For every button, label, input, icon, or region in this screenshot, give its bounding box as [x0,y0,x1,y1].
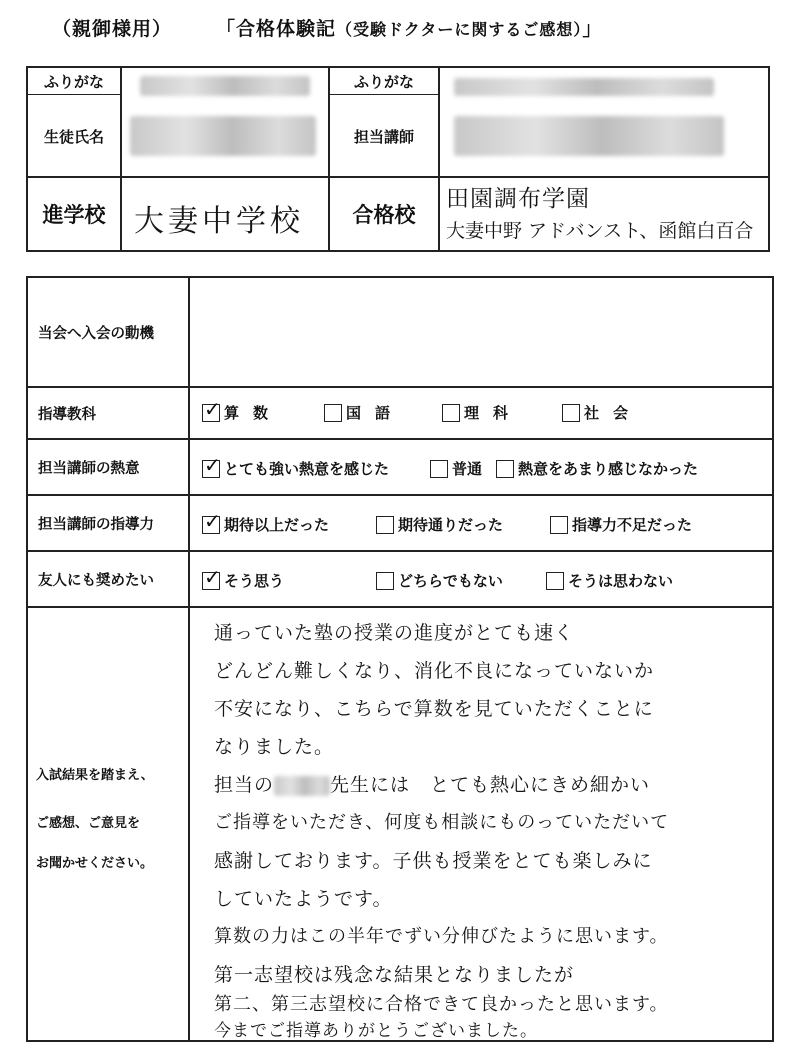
passed-school-line2: 大妻中野 アドバンスト、函館白百合 [446,220,754,242]
form-title-sub: （受験ドクターに関するご感想） [336,20,583,39]
checkbox[interactable] [550,516,568,534]
check-mark: ✓ [204,564,221,589]
comment-line-7: 感謝しております。子供も授業をとても楽しみに [214,850,653,872]
subject-label: 指導教科 [38,406,96,423]
skill-lacking-label: 指導力不足だった [572,516,693,534]
comment-line-5b: 先生には とても熱心にきめ細かい [330,774,651,796]
subject-science-label: 理科 [464,404,523,422]
student-name-label: 生徒氏名 [43,127,104,146]
school-value: 大妻中学校 [134,204,304,239]
skill-met-label: 期待通りだった [398,516,504,534]
survey-table [26,276,774,1042]
comment-line-10: 第一志望校は残念な結果となりましたが [214,964,575,986]
checkbox[interactable] [442,404,460,422]
skill-lacking[interactable] [550,514,692,535]
comments-label-1: 入試結果を踏まえ、 [36,768,154,783]
teacher-furigana-redacted [454,78,714,96]
subject-math-label: 算数 [224,404,283,422]
subject-math[interactable] [202,396,283,423]
checkbox[interactable] [546,572,564,590]
passed-school-line1: 田園調布学園 [446,186,590,212]
comment-line-6: ご指導をいただき、何度も相談にものっていただいて [214,812,670,833]
passed-school-label: 合格校 [352,203,416,227]
school-label: 進学校 [42,203,106,227]
enthusiasm-label: 担当講師の熱意 [38,460,140,477]
form-type-label: （親御様用） [52,18,173,40]
comment-line-3: 不安になり、こちらで算数を見ていただくことに [214,698,654,720]
student-furigana-redacted [140,76,310,96]
recommend-label: 友人にも奨めたい [38,572,154,589]
comments-label-2: ご感想、ご意見を [36,816,141,831]
recommend-no[interactable] [546,570,673,591]
enthusiasm-normal[interactable] [430,458,482,479]
checkbox-checked[interactable] [202,564,221,590]
check-mark: ✓ [204,508,221,533]
enthusiasm-weak-label: 熱意をあまり感じなかった [518,460,699,478]
comment-line-11: 第二、第三志望校に合格できて良かったと思います。 [214,994,669,1015]
checkbox-checked[interactable] [202,508,221,534]
comment-line-8: していたようです。 [214,888,393,910]
comment-line-1: 通っていた塾の授業の進度がとても速く [214,622,575,644]
skill-label: 担当講師の指導力 [38,516,154,533]
teacher-furigana-label: ふりがな [353,72,414,91]
furigana-label: ふりがな [43,72,104,91]
form-title-close: 」 [582,18,603,40]
checkbox[interactable] [376,516,394,534]
recommend-yes-label: そう思う [224,572,285,590]
recommend-yes[interactable] [202,564,285,591]
comments-label-3: お聞かせください。 [36,856,154,871]
enthusiasm-normal-label: 普通 [452,460,483,478]
comment-line-5 [214,770,650,797]
form-title [216,14,602,41]
recommend-neutral-label: どちらでもない [398,572,503,590]
subject-science[interactable] [442,402,522,423]
comment-line-2: どんどん難しくなり、消化不良になっていないか [214,660,655,682]
checkbox-checked[interactable] [202,452,221,478]
teacher-name-redacted-inline [274,776,330,796]
student-name-redacted [130,116,316,156]
student-info-table [26,66,770,252]
checkbox[interactable] [430,460,448,478]
check-mark: ✓ [204,452,221,477]
checkbox[interactable] [496,460,514,478]
subject-japanese[interactable] [324,402,404,423]
form-title-main: 「合格体験記 [216,18,337,40]
comment-line-4: なりました。 [214,736,335,758]
teacher-name-redacted [454,116,724,156]
enthusiasm-weak[interactable] [496,458,698,479]
enthusiasm-strong[interactable] [202,452,390,479]
skill-exceeded[interactable] [202,508,330,535]
check-mark: ✓ [204,396,221,421]
subject-social[interactable] [562,402,642,423]
skill-exceeded-label: 期待以上だった [224,516,330,534]
checkbox-checked[interactable] [202,396,221,422]
checkbox[interactable] [324,404,342,422]
recommend-no-label: そうは思わない [568,572,674,590]
teacher-label: 担当講師 [353,127,414,146]
comment-line-5a: 担当の [214,774,275,796]
checkbox[interactable] [562,404,580,422]
subject-japanese-label: 国語 [346,404,405,422]
checkbox[interactable] [376,572,394,590]
comment-line-12: 今までご指導ありがとうございました。 [214,1021,538,1041]
motive-label: 当会へ入会の動機 [38,325,154,342]
enthusiasm-strong-label: とても強い熱意を感じた [224,460,390,478]
comment-line-9: 算数の力はこの半年でずい分伸びたように思います。 [214,926,669,947]
subject-social-label: 社会 [584,404,643,422]
recommend-neutral[interactable] [376,570,503,591]
skill-met[interactable] [376,514,503,535]
